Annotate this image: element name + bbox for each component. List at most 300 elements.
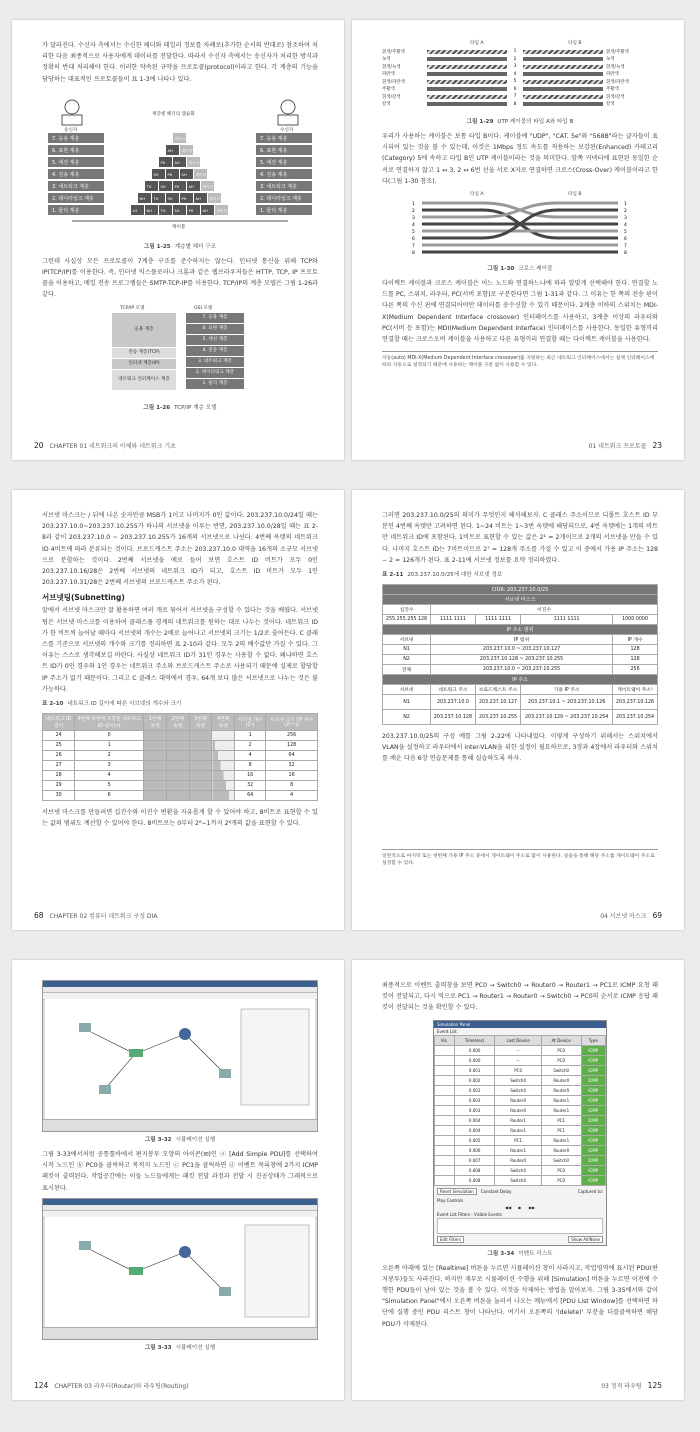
osi-layer: 2. 데이터링크 계층 [186,368,244,378]
pin-number: 5 [513,79,517,85]
tcpip-layer: 네트워크 인터페이스 계층 [112,370,176,390]
pin-number: 2 [513,56,517,62]
wire-color-label: 흰색/갈색 [606,94,625,100]
table-cell: Router0 [495,1105,541,1115]
table-cell: Router0 [495,1155,541,1165]
wire [523,80,603,84]
play-controls-label: Play Controls [437,1197,464,1203]
table-cell: ICMP [581,1105,605,1115]
tcpip-layer: 전송 계층(TCP) [112,348,176,358]
page-number: 23 [652,441,662,450]
table-cell: 0.002 [454,1075,494,1085]
figure-1-29 [382,40,658,114]
table-cell: Router1 [495,1125,541,1135]
table-cell: N1 [383,645,431,655]
table-cell: 0.005 [454,1135,494,1145]
table-cell [212,751,235,761]
visibility-cell [435,1125,455,1135]
event-row[interactable] [435,1105,606,1115]
page-23 [352,20,684,460]
table-row [383,695,658,710]
pdu-label: PH [188,208,194,213]
pin-number: 6 [624,237,627,243]
wire [523,57,603,61]
pdu-label: 데이터 [188,160,199,165]
table-cell: 203.237.10.128 ~ 203.237.10.255 [431,655,613,665]
captured-label: Captured to: [577,1188,603,1194]
table-header: 서브넷 [383,685,431,695]
pin-number: 1 [412,202,415,208]
layer-label: 2. 데이터링크 계층 [52,195,94,202]
table-cell [189,781,212,791]
constant-delay-checkbox[interactable]: Constant Delay [480,1188,512,1194]
table-cell: 203.237.10.255 [475,710,520,725]
pdu-label: TH [153,196,159,201]
table-header: 네트워크 주소 [431,685,476,695]
pdu-label: PH [167,172,173,177]
pin-number: 6 [513,86,517,92]
table-cell: 5 [75,781,144,791]
layer-label: 3. 네트워크 계층 [260,183,297,190]
pdu-label: NH [146,208,152,213]
table-cell: 203.237.10.254 [613,710,658,725]
table-header: 4번째 옥텟 [212,714,235,731]
wire-row [382,78,658,86]
panel-title: Simulation Panel [434,1021,606,1028]
event-row[interactable] [435,1165,606,1175]
show-all-button[interactable]: Show All/None [568,1236,603,1243]
pdu-label: AH [195,196,201,201]
table-row [43,741,318,751]
table-cell: 0.004 [454,1115,494,1125]
tcpip-layer: 응용 계층 [112,313,176,347]
table-cell [166,731,189,741]
wire-color-label: 녹색 [606,57,615,63]
table-cell: PC1 [495,1135,541,1145]
table-cell: 255.255.255.128 [383,615,431,625]
wire [427,72,507,76]
event-list-label: Event List [437,1028,457,1034]
table-cell: ICMP [581,1155,605,1165]
topology-diagram [45,1217,313,1325]
wire [427,50,507,54]
table-cell [189,771,212,781]
event-row[interactable] [435,1125,606,1135]
type-b-label: 타입 B [568,192,582,198]
page-footer [374,441,662,450]
pdu-label: PH [160,160,166,165]
table-header: IP 범위 [431,635,613,645]
wire [427,65,507,69]
table-cell: 8 [266,781,318,791]
table-header: 4번째 옥텟에 포함된 네트워크 ID 길이(n) [75,714,144,731]
pdu-label: AH [167,148,173,153]
event-row[interactable] [435,1145,606,1155]
table-cell: Router1 [541,1095,581,1105]
visibility-cell [435,1155,455,1165]
wire [523,95,603,99]
pin-number: 5 [624,230,627,236]
table-header: Vis. [435,1035,455,1045]
visibility-cell [435,1075,455,1085]
pdu-label: AH [181,172,187,177]
table-cell: PC0 [495,1065,541,1075]
page-footer [34,1381,322,1390]
table-cell: 0.000 [454,1045,494,1055]
pdu-label: LH [132,208,138,213]
wire-row [382,93,658,101]
pin-number: 8 [412,251,415,257]
table-cell: PC0 [541,1055,581,1065]
event-row[interactable] [435,1085,606,1095]
table-cell: Router1 [541,1135,581,1145]
spread-2 [0,490,700,930]
table-row [383,655,658,665]
table-cell: ICMP [581,1045,605,1055]
table-cell: Router0 [495,1095,541,1105]
wire-color-label: 흰색/파란색 [606,79,629,85]
edit-filters-button[interactable]: Edit Filters [437,1236,464,1243]
table-cell: 2 [235,741,266,751]
table-cell: Switch0 [541,1065,581,1075]
table-row [43,751,318,761]
table-header: 네트워크 ID 길이 [43,714,75,731]
table-header: Last Device [495,1035,541,1045]
type-a-label: 타입 A [470,192,484,198]
wire-color-label: 흰색/녹색 [606,64,625,70]
pin-number: 7 [624,244,627,250]
figure-caption: 그림 1-25 계층별 헤더 구조 [143,243,217,250]
section-title: 04 서브넷 마스크 [600,913,647,920]
tcpip-layer: 인터넷 계층(IP) [112,359,176,369]
figure-caption: 그림 1-26 TCP/IP 계층 모델 [143,404,217,411]
layer-label: 4. 전송 계층 [260,171,288,178]
page-number: 124 [34,1381,49,1390]
subnet-size-table [42,713,318,801]
pin-number: 3 [412,216,415,222]
table-cell: Router1 [495,1145,541,1155]
table-cell: 16 [235,771,266,781]
wire [427,57,507,61]
medium-label: 케이블 [172,224,186,230]
pin-number: 8 [624,251,627,257]
table-cell [212,741,235,751]
table-header: Time(sec) [454,1035,494,1045]
subnet-info-table [382,584,658,725]
paragraph: 앞에서 서브넷 마스크만 잘 활용하면 여러 개로 묶어서 서브넷을 구성할 수 있다는 것을 배웠다. 서브넷팅은 서브넷 마스크를 이용하여 클래스풀 경계의 네트워크를 원하는 대로 나누는 것이다. 네트워크 ID가 한 비트씩 늘어날 때마다 서브넷의 개수는 2배로 늘어나고 서브넷의 크기는 1/2로 줄어든다. C 클래스를 기준으로 서브넷의 개수와 크기를 정리하면 표 2-10과 같다. 모두 2의 배수값만 가질 수 있다. 그 이유는 스스로 생각해보길 바란다. 사실상 네트워크 ID가 31인 경우는 사용할 수 없다. 왜냐하면 호스트 ID가 0인 경우와 1인 경우는 네트워크 주소와 브로드캐스트 주소로 사용되기 때문에 실제로 할당할 IP 주소가 없기 때문이다. 그리고 C 클래스 대역에서 경우, 64개 보다 많은 서브넷으로 나누는 것은 불가능하다. [42,607,318,693]
table-cell: 203.237.10.1 ~ 203.237.10.126 [521,695,613,710]
table-cell: 128 [613,655,658,665]
table-cell: Switch0 [495,1085,541,1095]
table-row [383,710,658,725]
table-cell: Router0 [541,1085,581,1095]
event-row[interactable] [435,1075,606,1085]
pdu-label: 데이터 [209,196,220,201]
table-cell: N1 [383,695,431,710]
workspace-canvas [45,999,315,1119]
table-cell: 0 [75,731,144,741]
figure-1-25 [42,89,318,239]
table-cell [212,781,235,791]
pdu-label: 데이터 [174,136,185,141]
addr-band: IP 주소 [383,675,658,685]
wire-color-label: 흰색/주황색 [382,49,405,55]
event-row[interactable] [435,1135,606,1145]
table-cell: ICMP [581,1085,605,1095]
table-cell: 16 [266,771,318,781]
table-cell: 0.004 [454,1125,494,1135]
wire-color-label: 흰색/주황색 [606,49,629,55]
table-header: 1번째 옥텟 [144,714,167,731]
wire [427,95,507,99]
table-cell: ICMP [581,1145,605,1155]
page-68 [12,490,344,930]
table-row [43,781,318,791]
wire-color-label: 갈색 [382,102,391,108]
table-cell [144,781,167,791]
wire-color-label: 파란색 [606,72,619,78]
table-cell: 27 [43,761,75,771]
table-cell: 25 [43,741,75,751]
visibility-cell [435,1055,455,1065]
table-cell: 1111 1111 [431,615,476,625]
section-title: 03 정적 라우팅 [601,1383,642,1390]
pdu-label: PH [174,184,180,189]
simulation-panel [433,1020,607,1246]
table-cell: 3 [75,761,144,771]
table-cell: 0.000 [454,1055,494,1065]
table-cell: 4 [235,751,266,761]
table-cell [212,761,235,771]
osi-layer: 4. 전송 계층 [186,346,244,356]
table-cell: 0.008 [454,1165,494,1175]
visibility-cell [435,1135,455,1145]
table-cell: Switch0 [495,1165,541,1175]
osi-layer: 3. 네트워크 계층 [186,357,244,367]
table-cell: 203.237.10.126 [613,695,658,710]
table-cell: 203.237.10.128 [431,710,476,725]
reset-simulation-button[interactable]: Reset Simulation [437,1188,477,1195]
pin-number: 4 [513,71,517,77]
layer-label: 5. 세션 계층 [52,159,80,166]
crossover-cable-diagram [382,199,658,261]
play-icon[interactable]: ▶ [518,1204,522,1210]
page-footer [34,441,322,450]
table-row [43,791,318,801]
wire [523,72,603,76]
table-row [43,761,318,771]
visibility-cell [435,1175,455,1185]
pin-number: 1 [624,202,627,208]
cidr-band: CIDR: 203.237.10.0/25 [383,585,658,595]
type-a-label: 타입 A [470,41,484,46]
table-cell [212,791,235,801]
table-cell: 28 [43,771,75,781]
pdu-label: AH [188,184,194,189]
table-row [43,771,318,781]
pdu-label: 데이터 [195,172,206,177]
pdu-label: TH [146,184,152,189]
pin-number: 1 [513,49,517,55]
table-cell: 64 [235,791,266,801]
table-cell: ICMP [581,1175,605,1185]
osi-layer: 6. 표현 계층 [186,324,244,334]
wire [427,80,507,84]
page-number: 125 [647,1381,662,1390]
spread-1 [0,20,700,460]
pin-number: 4 [624,223,627,229]
paragraph: 가 달라진다. 수신자 측에서는 수신한 헤더와 테일러 정보를 차례로(추가한 순서의 반대로) 참조하여 처리한 다음 최종적으로 사용자에게 데이터를 전달한다. 따라서 수신자 측에서는 송신자가 처리한 방식과 정확히 반대 처리해야 한다. 이러한 약속된 규약을 프로토콜(protocol)이라고 한다. 각 계층의 기능을 담당하는 대표적인 프로토콜들이 표 1-3에 나타나 있다. [42,42,318,83]
table-cell: 203.237.10.0 ~ 203.237.10.127 [431,645,613,655]
table-cell: 0.008 [454,1175,494,1185]
pdu-label: SH [160,184,166,189]
paragraph: 우리가 사용하는 케이블은 보통 타입 B이다. 케이블에 "UDP", "CAT. 5e"와 "568B"라는 글자들이 표시되어 있는 것을 볼 수 있는데, 이것은 1Mbps 정도 속도를 적용하는 보강된(Enhanced) 카테고리(Category) 5에 속하고 타입 B인 UTP 케이블이라는 것을 의미한다. 앞쪽 커넥터에 표현된 동일한 순서로 연결하지 않고 1 ↔ 3, 2 ↔ 6번 선을 서로 X자로 연결하면 크로스(Cross-Over) 케이블이라고 한다(그림 1-30 참조). [382,133,658,185]
paragraph: 최종적으로 이벤트 출력창을 보면 PC0 → Switch0 → Router0 → Router1 → PC1로 ICMP 요청 패킷이 전달되고, 다시 역으로 PC1 → Router1 → Router0 → Switch0 → PC0의 순서로 ICMP 응답 패킷이 전달되는 것을 확인할 수 있다. [382,982,658,1012]
chapter-title: CHAPTER 03 라우터(Router)와 라우팅(Routing) [54,1383,189,1390]
wire [523,87,603,91]
table-row [383,665,658,675]
wire-row [382,71,658,79]
page-124 [12,960,344,1400]
table-cell: 1 [235,731,266,741]
packet-tracer-screenshot-1 [42,980,318,1132]
wire-color-label: 흰색/녹색 [382,64,401,70]
table-cell: 4 [266,791,318,801]
section-title: 01 네트워크 프로토콜 [588,443,647,450]
figure-caption: 그림 1-30 크로스 케이블 [487,266,553,273]
table-cell: PC1 [541,1115,581,1125]
table-header: 게이트웨이 주소¹ [613,685,658,695]
page-number: 20 [34,441,44,450]
table-cell: -- [495,1055,541,1065]
layer-label: 3. 네트워크 계층 [52,183,89,190]
pin-number: 3 [624,216,627,222]
table-cell: 64 [266,751,318,761]
event-row[interactable] [435,1175,606,1185]
table-cell: PC0 [541,1045,581,1055]
table-cell: 203.237.10.129 ~ 203.237.10.254 [521,710,613,725]
table-cell [144,751,167,761]
event-row[interactable] [435,1065,606,1075]
wire-color-label: 주황색 [382,87,395,93]
table-cell: Router0 [541,1075,581,1085]
wire [523,50,603,54]
wire-color-label: 파란색 [382,72,395,78]
wire-row [382,48,658,56]
pin-number: 3 [513,64,517,70]
table-header: 브로드캐스트 주소 [475,685,520,695]
table-cell: 0.001 [454,1065,494,1075]
paragraph: 서브넷 마스크는 / 뒤에 나온 숫자만큼 MSB가 1이고 나머지가 0인 값이다. 203.237.10.0/24일 때는 203.237.10.0~203.237.10.255가 하나의 서브넷을 이루는 반면, 203.237.10.0/28일 때는 표 2-8과 같이 203.237.10.0 ~ 203.237.10.255가 16개의 서브넷으로 나뉜다. 4번째 옥텟의 네트워크 ID 4비트에 따라 분류되는 것이다. 브로드캐스트 주소는 203.237.10.0 대역을 16개의 소규모 서브넷으로 분할하는 것이다. 2번째 서브넷을 예로 들어 보면 호스트 ID 비트가 모두 0인 203.237.10.16/28은 2번째 서브넷의 네트워크 ID가 되고, 호스트 ID 비트가 모두 1인 203.237.10.31/28은 2번째 서브넷의 브로드캐스트 주소가 된다. [42,512,318,587]
paragraph: 다이렉트 케이블과 크로스 케이블은 어느 노드와 연결하느냐에 따라 알맞게 선택해야 한다. 연결할 노드를 PC, 스위치, 라우터, PC(서버 포함)로 구분한다면 그림 1-31과 같다. 그 이유는 한 쪽의 전송 핀이 다른 쪽의 수신 핀에 연결되어야만 데이터를 송수신할 수 있기 때문이다. 2계층 이하의 스위치는 MDI-X(Medium Dependent Interface crossover) 인터페이스를 사용하고, 3계층 이상의 라우터와 PC(서버 등 포함)는 MDI(Medium Dependent Interface) 인터페이스를 사용한다. 동일한 유형끼리 연결할 때는 크로스오버 케이블을 사용하고 다른 유형끼리 연결할 때는 다이렉트 케이블을 사용한다. [382,280,658,344]
layer-label: 1. 물리 계층 [52,207,80,214]
pdu-label: SH [167,196,173,201]
page-20 [12,20,344,460]
visibility-cell [435,1115,455,1125]
event-row[interactable] [435,1155,606,1165]
table-header: IP 개수 [613,635,658,645]
event-row[interactable] [435,1045,606,1055]
layer-label: 7. 응용 계층 [260,135,288,142]
table-cell [189,741,212,751]
table-cell [189,751,212,761]
table-header: 서브넷 [383,635,431,645]
table-cell: Switch0 [495,1075,541,1085]
paragraph: 그러면 203.237.10.0/25의 의미가 무엇인지 해석해보자. C 클래스 주소이므로 디폴트 호스트 ID 부분인 4번째 옥텟만 고려하면 된다. 1~24 비트는 1~3번 옥텟에 해당되므로, 4번 옥텟에는 1개의 비트만 네트워크 ID에 포함된다. 1비트로 표현할 수 있는 값은 2¹ = 2개이므로 2개의 서브넷을 만들 수 있다. 나머지 호스트 ID는 7비트이므로 2⁷ = 128개 주소를 가질 수 있고 이 중에서 가용 IP 주소는 128 − 2 = 126개가 된다. 표 2-11에 서브넷 정보를 요약 정리하였다. [382,512,658,564]
layer-label: 5. 세션 계층 [260,159,288,166]
pin-number: 7 [412,244,415,250]
table-cell: ICMP [581,1075,605,1085]
table-cell [189,731,212,741]
table-cell [212,771,235,781]
event-row[interactable] [435,1055,606,1065]
table-cell: Router0 [541,1145,581,1155]
table-cell: 256 [613,665,658,675]
wire-color-label: 흰색/갈색 [382,94,401,100]
page-125 [352,960,684,1400]
table-header: Type [581,1035,605,1045]
table-cell: 256 [266,731,318,741]
event-row[interactable] [435,1095,606,1105]
pdu-label: 데이터 [202,184,213,189]
wire-row [382,86,658,94]
forward-icon[interactable]: ▶▶ [528,1204,535,1210]
pdu-label: AH [174,160,180,165]
back-icon[interactable]: ◀◀ [505,1204,512,1210]
table-cell: 128 [266,741,318,751]
wire-color-label: 갈색 [606,102,615,108]
paragraph: 그림 3-33에서처럼 공통툴바에서 편지봉투 모양의 아이콘(✉)인 ⓐ [Add Simple PDU]를 선택하여 시작 노드인 ⓑ PC0을 클릭하고 목적지 노드인 ⓒ PC1을 클릭하면 ⓓ 이벤트 목록창에 2가지 ICMP 패킷이 출력된다. 작업공간에는 이들 노드들에게는 패킷 전달 과정과 전달 시 진공상태가 그래픽으로 표시된다. [42,1151,318,1192]
pin-number: 2 [412,209,415,215]
event-list-table [434,1035,606,1186]
event-row[interactable] [435,1115,606,1125]
table-cell: ICMP [581,1095,605,1105]
table-cell: 128 [613,645,658,655]
figure-1-26 [112,305,252,400]
visibility-cell [435,1085,455,1095]
layer-label: 2. 데이터링크 계층 [260,195,302,202]
chapter-title: CHAPTER 01 네트워크의 이해와 네트워크 기초 [49,443,176,450]
table-header: 이진수 [431,605,658,615]
pin-number: 7 [513,94,517,100]
table-cell: 0.002 [454,1085,494,1095]
table-cell: 8 [235,761,266,771]
osi-model-label: OSI 모델 [194,305,213,311]
table-cell: ICMP [581,1165,605,1175]
table-header: 서브넷 개수(2ⁿ) [235,714,266,731]
wire [427,102,507,106]
page-69 [352,490,684,930]
table-cell: 2 [75,751,144,761]
tcpip-model-label: TCP/IP 모델 [120,305,145,311]
pin-number: 6 [412,237,415,243]
paragraph: 그런데 사실상 모든 프로토콜이 7계층 구조를 준수하지는 않는다. 인터넷 통신을 위해 TCP와 IP(TCP/IP)를 이용한다. 즉, 인터넷 익스플로러나 크롬과 같은 웹브라우저들은 HTTP, TCP, IP 프로토콜을 이용하고, 메일 전송 프로그램들은 SMTP-TCP-IP를 이용한다. TCP/IP의 계층 모델은 그림 1-26과 같다. [42,257,318,299]
table-cell [144,761,167,771]
table-cell: 203.237.10.127 [475,695,520,710]
receiver-label: 수신자 [280,127,294,133]
osi-layer: 5. 세션 계층 [186,335,244,345]
table-cell: ICMP [581,1135,605,1145]
table-header: 십진수 [383,605,431,615]
footnote: 일반적으로 마지막 또는 첫번째 가용 IP 주소 중에서 게이트웨이 주소로 많이 사용한다. 실습을 통해 해당 주소를 게이트웨이 주소로 설정할 수 있다. [382,849,658,867]
workspace-canvas [45,1217,315,1327]
table-cell [189,761,212,771]
paragraph: 203.237.10.0/25의 구성 예를 그림 2-22에 나타내었다. 이렇게 구성하기 위해서는 스위치에서 VLAN을 설정하고 라우터에서 inter-VLAN을 위한 설정이 필요하므로, 3장과 4장에서 라우터와 스위치를 배운 다음 6장 연습문제를 통해 실습하도록 하자. [382,733,659,763]
figure-1-30 [382,191,658,261]
table-cell: N2 [383,710,431,725]
pdu-label: SH [153,172,159,177]
table-cell: 1111 1111 [475,615,520,625]
